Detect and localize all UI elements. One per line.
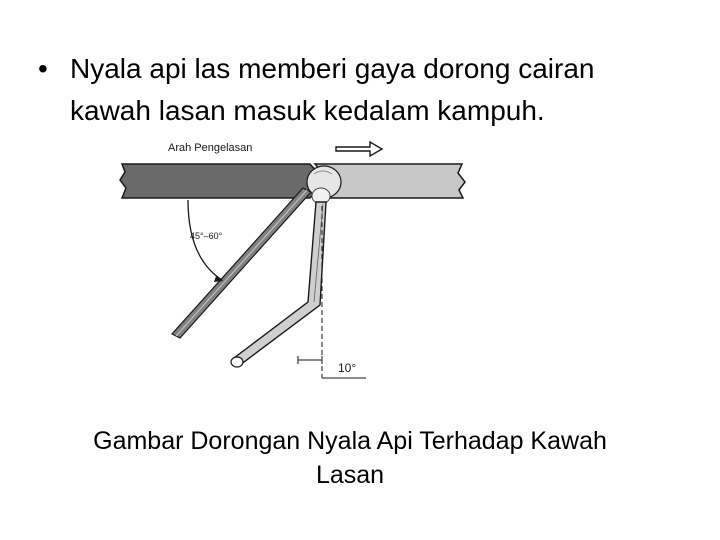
bullet-point xyxy=(38,48,698,132)
welding-diagram xyxy=(110,130,480,390)
left-plate xyxy=(120,164,325,198)
tilt-angle-label: 10° xyxy=(338,361,357,375)
caption-line-1: Gambar Dorongan Nyala Api Terhadap Kawah xyxy=(93,427,607,455)
angle-label: 45°–60° xyxy=(190,231,223,241)
direction-arrow-icon xyxy=(336,142,382,156)
bullet-line-2: kawah lasan masuk kedalam kampuh. xyxy=(70,95,545,126)
angle-arc xyxy=(188,200,223,282)
direction-label: Arah Pengelasan xyxy=(168,142,253,154)
figure-caption xyxy=(0,424,700,492)
caption-line-2: Lasan xyxy=(315,461,385,489)
bullet-text xyxy=(70,48,698,132)
bullet-line-1: Nyala api las memberi gaya dorong cairan xyxy=(70,53,595,84)
bullet-symbol: • xyxy=(38,53,48,84)
